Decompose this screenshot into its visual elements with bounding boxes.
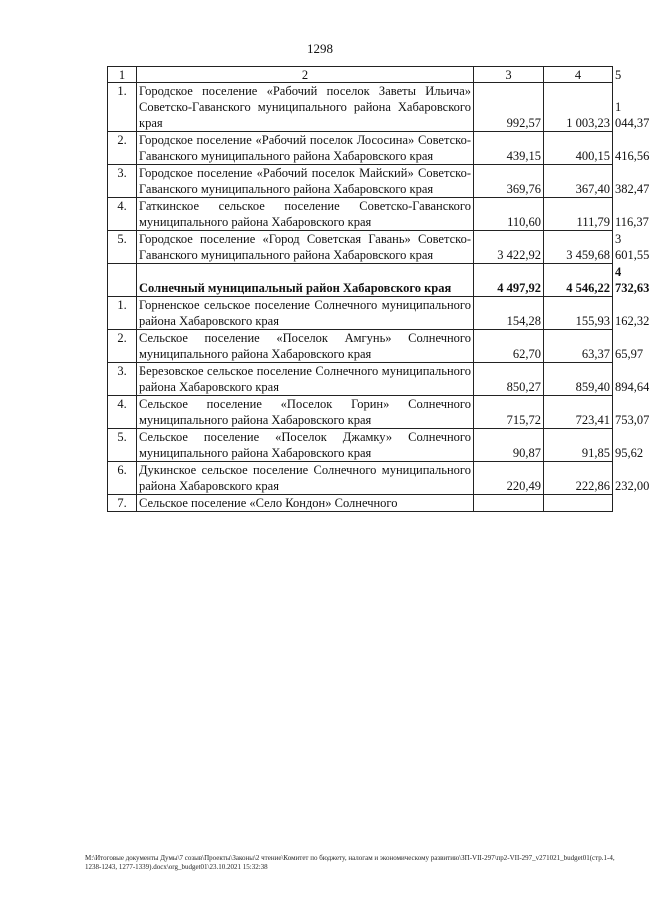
table-row: 1. Горненское сельское поселение Солнечного муниципального района Хабаровского края 154,28 155,93 162,32 [108, 297, 613, 330]
settlement-name-cell: Дукинское сельское поселение Солнечного муниципального района Хабаровского края [137, 462, 474, 495]
value-2022-cell: 154,28 [474, 297, 544, 330]
value-2022-cell: 715,72 [474, 396, 544, 429]
header-cell: 3 [474, 67, 544, 83]
value-2023-cell: 859,40 [544, 363, 613, 396]
row-number-cell: 1. [108, 297, 137, 330]
value-2022-cell: 110,60 [474, 198, 544, 231]
value-2022-cell: 850,27 [474, 363, 544, 396]
row-number-cell: 2. [108, 330, 137, 363]
table-row: 3. Городское поселение «Рабочий поселок Майский» Советско-Гаванского муниципального района Хабаровского края 369,76 367,40 382,47 [108, 165, 613, 198]
document-path-footer: М:\Итоговые документы Думы\7 созыв\Проекты\Законы\2 чтение\Комитет по бюджету, налогам и экономическому развитию\ЗП-VII-297\пр2-VII-297_v271021_budget01(стр.1-4, 1238-1243, 1277-1339).docx\org_budget01\23.10.2021 15:32:38 [85, 854, 615, 871]
settlement-name-cell: Сельское поселение «Село Кондон» Солнечного [137, 495, 474, 512]
page-number: 1298 [307, 41, 333, 56]
table-row: 6. Дукинское сельское поселение Солнечного муниципального района Хабаровского края 220,49 222,86 232,00 [108, 462, 613, 495]
settlement-name-cell: Сельское поселение «Поселок Амгунь» Солнечного муниципального района Хабаровского края [137, 330, 474, 363]
table-row: 4. Сельское поселение «Поселок Горин» Солнечного муниципального района Хабаровского края 715,72 723,41 753,07 [108, 396, 613, 429]
header-cell: 4 [544, 67, 613, 83]
value-2022-cell [474, 495, 544, 512]
settlement-name-cell: Солнечный муниципальный район Хабаровского края [137, 264, 474, 297]
row-number-cell: 4. [108, 198, 137, 231]
value-2023-cell: 400,15 [544, 132, 613, 165]
value-2022-cell: 220,49 [474, 462, 544, 495]
value-2022-cell: 369,76 [474, 165, 544, 198]
row-number-cell: 5. [108, 231, 137, 264]
table-row: 2. Городское поселение «Рабочий поселок Лососина» Советско-Гаванского муниципального района Хабаровского края 439,15 400,15 416,56 [108, 132, 613, 165]
value-2023-cell: 63,37 [544, 330, 613, 363]
settlement-name-cell: Березовское сельское поселение Солнечного муниципального района Хабаровского края [137, 363, 474, 396]
value-2022-cell: 3 422,92 [474, 231, 544, 264]
value-2022-cell: 90,87 [474, 429, 544, 462]
table-row: 2. Сельское поселение «Поселок Амгунь» Солнечного муниципального района Хабаровского края 62,70 63,37 65,97 [108, 330, 613, 363]
value-2022-cell: 992,57 [474, 83, 544, 132]
budget-table [107, 66, 649, 512]
settlement-name-cell: Городское поселение «Рабочий поселок Лососина» Советско-Гаванского муниципального района Хабаровского края [137, 132, 474, 165]
value-2023-cell [544, 495, 613, 512]
value-2023-cell: 723,41 [544, 396, 613, 429]
row-number-cell: 5. [108, 429, 137, 462]
value-2023-cell: 4 546,22 [544, 264, 613, 297]
table-row: 1. Городское поселение «Рабочий поселок Заветы Ильича» Советско-Гаванского муниципального района Хабаровского края 992,57 1 003,23 1 044,37 [108, 83, 613, 132]
value-2023-cell: 367,40 [544, 165, 613, 198]
value-2023-cell: 1 003,23 [544, 83, 613, 132]
settlement-name-cell: Сельское поселение «Поселок Горин» Солнечного муниципального района Хабаровского края [137, 396, 474, 429]
settlement-name-cell: Городское поселение «Город Советская Гавань» Советско-Гаванского муниципального района Хабаровского края [137, 231, 474, 264]
header-cell: 2 [137, 67, 474, 83]
value-2023-cell: 155,93 [544, 297, 613, 330]
value-2023-cell: 111,79 [544, 198, 613, 231]
table-header-row: 1 2 3 4 5 [108, 67, 613, 83]
table-row: 5. Сельское поселение «Поселок Джамку» Солнечного муниципального района Хабаровского края 90,87 91,85 95,62 [108, 429, 613, 462]
table-row: 5. Городское поселение «Город Советская Гавань» Советско-Гаванского муниципального района Хабаровского края 3 422,92 3 459,68 3 601,55 [108, 231, 613, 264]
row-number-cell: 4. [108, 396, 137, 429]
table-row: 3. Березовское сельское поселение Солнечного муниципального района Хабаровского края 850,27 859,40 894,64 [108, 363, 613, 396]
value-2022-cell: 4 497,92 [474, 264, 544, 297]
value-2023-cell: 222,86 [544, 462, 613, 495]
row-number-cell [108, 264, 137, 297]
settlement-name-cell: Горненское сельское поселение Солнечного муниципального района Хабаровского края [137, 297, 474, 330]
table-row: 4. Гаткинское сельское поселение Советско-Гаванского муниципального района Хабаровского края 110,60 111,79 116,37 [108, 198, 613, 231]
value-2022-cell: 439,15 [474, 132, 544, 165]
settlement-name-cell: Гаткинское сельское поселение Советско-Гаванского муниципального района Хабаровского края [137, 198, 474, 231]
settlement-name-cell: Городское поселение «Рабочий поселок Заветы Ильича» Советско-Гаванского муниципального района Хабаровского края [137, 83, 474, 132]
settlement-name-cell: Городское поселение «Рабочий поселок Майский» Советско-Гаванского муниципального района Хабаровского края [137, 165, 474, 198]
header-cell: 1 [108, 67, 137, 83]
row-number-cell: 3. [108, 165, 137, 198]
row-number-cell: 3. [108, 363, 137, 396]
table-row [108, 495, 613, 512]
row-number-cell: 1. [108, 83, 137, 132]
row-number-cell: 7. [108, 495, 137, 512]
row-number-cell: 2. [108, 132, 137, 165]
table-row: Солнечный муниципальный район Хабаровского края 4 497,92 4 546,22 4 732,63 [108, 264, 613, 297]
value-2023-cell: 3 459,68 [544, 231, 613, 264]
value-2023-cell: 91,85 [544, 429, 613, 462]
settlement-name-cell: Сельское поселение «Поселок Джамку» Солнечного муниципального района Хабаровского края [137, 429, 474, 462]
value-2022-cell: 62,70 [474, 330, 544, 363]
row-number-cell: 6. [108, 462, 137, 495]
